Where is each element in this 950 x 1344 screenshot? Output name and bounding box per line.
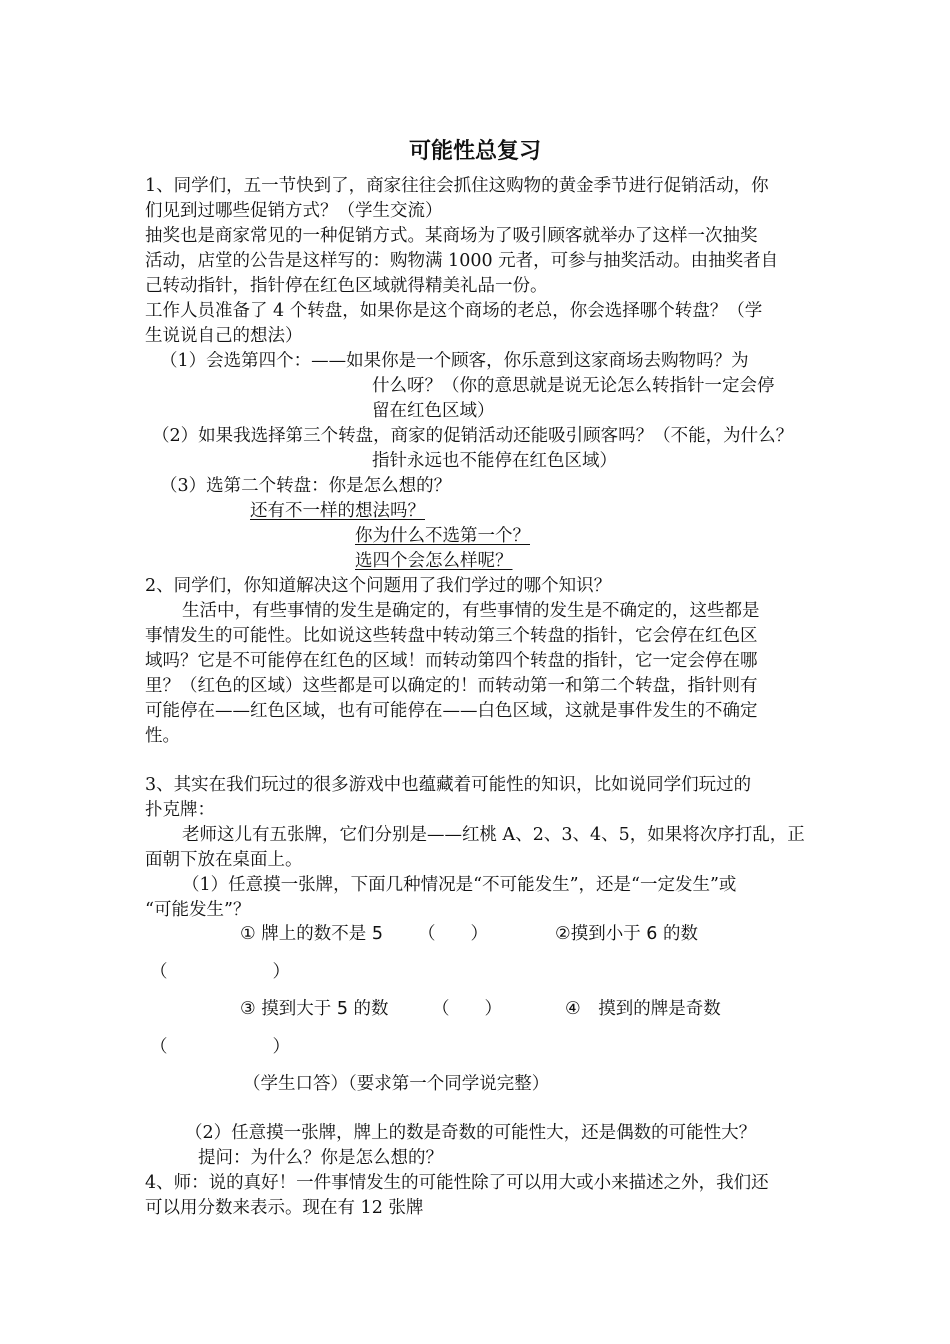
- choice-item: ① 牌上的数不是 5: [240, 924, 383, 944]
- answer-blank: （ ）: [150, 1037, 290, 1057]
- paragraph-line: 工作人员准备了 4 个转盘，如果你是这个商场的老总，你会选择哪个转盘？（学: [145, 301, 763, 321]
- paragraph-line: 生说说自己的想法）: [145, 326, 303, 346]
- paragraph-line: 里？（红色的区域）这些都是可以确定的！而转动第一和第二个转盘，指针则有: [145, 676, 758, 696]
- note-line: （学生口答）（要求第一个同学说完整）: [243, 1074, 550, 1094]
- paragraph-line: 域吗？它是不可能停在红色的区域！而转动第四个转盘的指针，它一定会停在哪: [145, 651, 758, 671]
- paragraph-line: （1）任意摸一张牌，下面几种情况是“不可能发生”，还是“一定发生”或: [182, 875, 737, 895]
- paragraph-line: 老师这儿有五张牌，它们分别是——红桃 A、2、3、4、5，如果将次序打乱，正: [182, 825, 805, 845]
- question-line: 留在红色区域）: [372, 401, 495, 421]
- question-line: 指针永远也不能停在红色区域）: [372, 451, 617, 471]
- paragraph-line: （2）任意摸一张牌，牌上的数是奇数的可能性大，还是偶数的可能性大？: [185, 1123, 757, 1143]
- underlined-question: 你为什么不选第一个？: [355, 526, 530, 546]
- answer-blank: （ ）: [432, 999, 502, 1019]
- paragraph-line: 们见到过哪些促销方式？（学生交流）: [145, 201, 443, 221]
- question-line: （2）如果我选择第三个转盘，商家的促销活动还能吸引顾客吗？（不能，为什么？: [152, 426, 794, 446]
- choice-item: ④ 摸到的牌是奇数: [565, 999, 721, 1019]
- question-line: 什么呀？（你的意思就是说无论怎么转指针一定会停: [372, 376, 775, 396]
- paragraph-line: 生活中，有些事情的发生是确定的，有些事情的发生是不确定的，这些都是: [182, 601, 760, 621]
- paragraph-line: 4、师：说的真好！一件事情发生的可能性除了可以用大或小来描述之外，我们还: [145, 1173, 769, 1193]
- answer-blank: （ ）: [418, 924, 488, 944]
- page-title: 可能性总复习: [408, 139, 541, 164]
- paragraph-line: “可能发生”？: [145, 900, 251, 920]
- paragraph-line: 事情发生的可能性。比如说这些转盘中转动第三个转盘的指针，它会停在红色区: [145, 626, 758, 646]
- underlined-question: 还有不一样的想法吗？: [250, 501, 425, 521]
- paragraph-line: 提问：为什么？你是怎么想的？: [198, 1148, 443, 1168]
- underlined-question: 选四个会怎么样呢？: [355, 551, 513, 571]
- paragraph-line: 1、同学们，五一节快到了，商家往往会抓住这购物的黄金季节进行促销活动，你: [145, 176, 769, 196]
- paragraph-line: 可能停在——红色区域，也有可能停在——白色区域，这就是事件发生的不确定: [145, 701, 758, 721]
- paragraph-line: 可以用分数来表示。现在有 12 张牌: [145, 1198, 424, 1218]
- paragraph-line: 2、同学们，你知道解决这个问题用了我们学过的哪个知识？: [145, 576, 612, 596]
- choice-item: ③ 摸到大于 5 的数: [240, 999, 389, 1019]
- answer-blank: （ ）: [150, 962, 290, 982]
- question-line: （1）会选第四个：——如果你是一个顾客，你乐意到这家商场去购物吗？为: [160, 351, 749, 371]
- choice-item: ②摸到小于 6 的数: [555, 924, 698, 944]
- question-line: （3）选第二个转盘：你是怎么想的？: [160, 476, 452, 496]
- paragraph-line: 己转动指针，指针停在红色区域就得精美礼品一份。: [145, 276, 548, 296]
- paragraph-line: 活动，店堂的公告是这样写的：购物满 1000 元者，可参与抽奖活动。由抽奖者自: [145, 251, 779, 271]
- paragraph-line: 抽奖也是商家常见的一种促销方式。某商场为了吸引顾客就举办了这样一次抽奖: [145, 226, 758, 246]
- paragraph-line: 性。: [145, 726, 180, 746]
- paragraph-line: 扑克牌：: [145, 800, 215, 820]
- paragraph-line: 面朝下放在桌面上。: [145, 850, 303, 870]
- paragraph-line: 3、其实在我们玩过的很多游戏中也蕴藏着可能性的知识，比如说同学们玩过的: [145, 775, 752, 795]
